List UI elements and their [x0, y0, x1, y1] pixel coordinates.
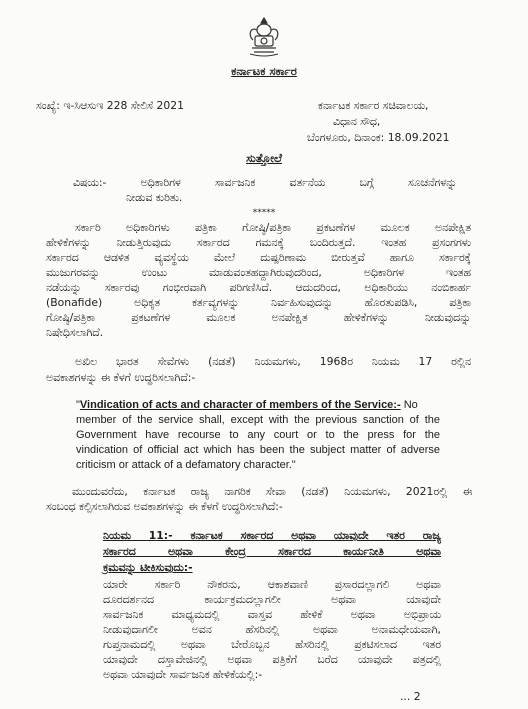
subject-line-2: ನೀಡುವ ಕುರಿತು. [126, 191, 183, 204]
rule-body-line-4: ನೀಡುವುದಾಗಲೀ ಅವನ ಹೆಸರಿನಲ್ಲಿ ಅಥವಾ ಅನಾಮಧೇಯವಾಗಿ, [103, 623, 441, 636]
rule-heading-line-2: ಸರ್ಕಾರದ ಅಥವಾ ಕೇಂದ್ರ ಸರ್ಕಾರದ ಕಾರ್ಯನೀತಿ ಅಥವಾ [103, 545, 441, 558]
para1-line-8: ನಿಷೇಧಿಸಲಾಗಿದೆ. [46, 326, 104, 339]
para3-line-1: ಮುಂದುವರೆದು, ಕರ್ನಾಟಕ ರಾಜ್ಯ ನಾಗರಿಕ ಸೇವಾ (ನಡತೆ) ನಿಯಮಗಳು, 2021ರಲ್ಲಿ ಈ [72, 485, 472, 498]
karnataka-emblem [244, 14, 284, 58]
para1-line-3: ಸರ್ಕಾರದ ಆಡಳಿತ ವ್ಯವಸ್ಥೆಯ ಮೇಲೆ ದುಷ್ಪರಿಣಾಮ ಬೀರುತ್ತವೆ ಹಾಗೂ ಸರ್ಕಾರಕ್ಕೆ [46, 251, 471, 264]
quote-line-4: vindication of official act which has been the subject matter of adverse [76, 444, 440, 456]
para1-line-7: ಗೋಷ್ಠಿ/ಪತ್ರಿಕಾ ಪ್ರಕಟಣೆಗಳ ಮೂಲಕ ಅನಪೇಕ್ಷಿತ ಹೇಳಿಕೆಗಳನ್ನು ನೀಡುವುದನ್ನು [46, 311, 471, 324]
rule-body-line-2: ದೂರದರ್ಶನದ ಕಾರ್ಯಕ್ರಮದಲ್ಲಾಗಲೀ ಅಥವಾ ಯಾವುದೇ [103, 593, 441, 606]
para3-line-2: ಸಂಬಂಧ ಕಲ್ಪಿಸಲಾಗಿರುವ ಅವಕಾಶಗಳನ್ನು ಈ ಕೆಳಗೆ ಉದ್ಧರಿಸಲಾಗಿದೆ:- [46, 500, 283, 513]
quote-title: Vindication of acts and character of members of the Service:- [79, 399, 401, 411]
government-title: ಕರ್ನಾಟಕ ಸರ್ಕಾರ [231, 64, 297, 78]
subject-line-1: ವಿಷಯ:- ಅಧಿಕಾರಿಗಳ ಸಾರ್ವಜನಿಕ ವರ್ತನೆಯ ಬಗ್ಗೆ ಸೂಚನೆಗಳನ್ನು [73, 176, 457, 189]
office-line-2: ವಿಧಾನ ಸೌಧ, [333, 115, 381, 128]
para1-line-5: ನಡೆಯನ್ನು ಸರ್ಕಾರವು ಗಂಭೀರವಾಗಿ ಪರಿಗಣಿಸಿದೆ. ಆದುದರಿಂದ, ಅಧಿಕಾರಿಯು ನಂಬಿಕಾರ್ಹ [46, 281, 471, 294]
rule-heading-line-1: ನಿಯಮ 11:- ಕರ್ನಾಟಕ ಸರ್ಕಾರದ ಅಥವಾ ಯಾವುದೇ ಇತರ ರಾಜ್ಯ [103, 529, 441, 542]
quote-first-line: "Vindication of acts and character of members of the Service:- No [76, 399, 418, 411]
quote-first-tail: No [400, 399, 418, 411]
rule-body-line-7: ಅಥವಾ ಯಾವುದೇ ಸಾರ್ವಜನಿಕ ಹೇಳಿಕೆಯಲ್ಲಿ:- [103, 668, 263, 681]
separator-stars: ***** [252, 208, 276, 218]
rule-body-line-6: ಯಾವುದೇ ದಸ್ತಾವೇಜಿನಲ್ಲಿ ಅಥವಾ ಪತ್ರಿಕೆಗೆ ಬರೆದ ಯಾವುದೇ ಪತ್ರದಲ್ಲಿ [103, 653, 441, 666]
rule-heading-line-3: ಕ್ರಮವನ್ನು ಟೀಕಿಸುವುದು:- [103, 561, 193, 574]
office-line-1: ಕರ್ನಾಟಕ ಸರ್ಕಾರ ಸಚಿವಾಲಯ, [318, 99, 429, 112]
rule-body-line-3: ಸಾರ್ವಜನಿಕ ಮಾಧ್ಯಮದಲ್ಲಿ ವಾಸ್ತವ ಹೇಳಿಕೆ ಅಥವಾ ಅಭಿಪ್ರಾಯ [103, 608, 441, 621]
para2-line-1: ಅಖಿಲ ಭಾರತ ಸೇವೆಗಳು (ನಡತೆ) ನಿಯಮಗಳು, 1968ರ ನಿಯಮ 17 ರಲ್ಲಿನ [75, 355, 471, 368]
quote-line-2: member of the service shall, except with the previous sanction of the [76, 414, 440, 426]
quote-line-3: Government have recourse to any court or to the press for the [76, 429, 440, 441]
reference-number: ಸಂಖ್ಯೆ: ಇ-ಸಿಆಸುಇ 228 ಸೇಲಿಸೆ 2021 [36, 99, 185, 112]
office-line-3-date: ಬೆಂಗಳೂರು, ದಿನಾಂಕ: 18.09.2021 [307, 131, 450, 144]
para1-line-4: ಮುಜುಗರವನ್ನು ಉಂಟು ಮಾಡುವಂತಹದ್ದಾಗಿರುವುದರಿಂದ, ಅಧಿಕಾರಿಗಳ ಇಂತಹ [46, 266, 471, 279]
para2-line-2: ಅವಕಾಶಗಳನ್ನು ಈ ಕೆಳಗೆ ಉದ್ಧರಿಸಲಾಗಿದೆ:- [46, 371, 196, 384]
para1-line-2: ಹೇಳಿಕೆಗಳನ್ನು ನೀಡುತ್ತಿರುವುದು ಸರ್ಕಾರದ ಗಮನಕ್ಕೆ ಬಂದಿರುತ್ತದೆ. ಇಂತಹ ಪ್ರಸಂಗಗಳು [46, 236, 471, 249]
circular-heading: ಸುತ್ತೋಲೆ [246, 151, 282, 165]
quote-line-5: criticism or attack of a defamatory character." [76, 459, 296, 471]
page-continuation-marker: ... 2 [400, 690, 421, 703]
rule-body-line-1: ಯಾರೇ ಸರ್ಕಾರಿ ನೌಕರನು, ಆಕಾಶವಾಣಿ ಪ್ರಸಾರದಲ್ಲಾಗಲಿ ಅಥವಾ [103, 578, 441, 591]
rule-body-line-5: ಗುಪ್ತನಾಮದಲ್ಲಿ ಅಥವಾ ಬೇರೊಬ್ಬನ ಹೆಸರಿನಲ್ಲಿ ಪ್ರಕಟಿಸಲಾದ ಇತರ [103, 638, 441, 651]
para1-line-6: (Bonafide) ಅಧಿಕೃತ ಕರ್ತವ್ಯಗಳನ್ನು ನಿರ್ವಹಿಸುವುದನ್ನು ಹೊರತುಪಡಿಸಿ, ಪತ್ರಿಕಾ [46, 296, 471, 309]
para1-line-1: ಸರ್ಕಾರಿ ಅಧಿಕಾರಿಗಳು ಪತ್ರಿಕಾ ಗೋಷ್ಠಿ/ಪತ್ರಿಕಾ ಪ್ರಕಟಣೆಗಳ ಮೂಲಕ ಅನಪೇಕ್ಷಿತ [75, 221, 471, 234]
